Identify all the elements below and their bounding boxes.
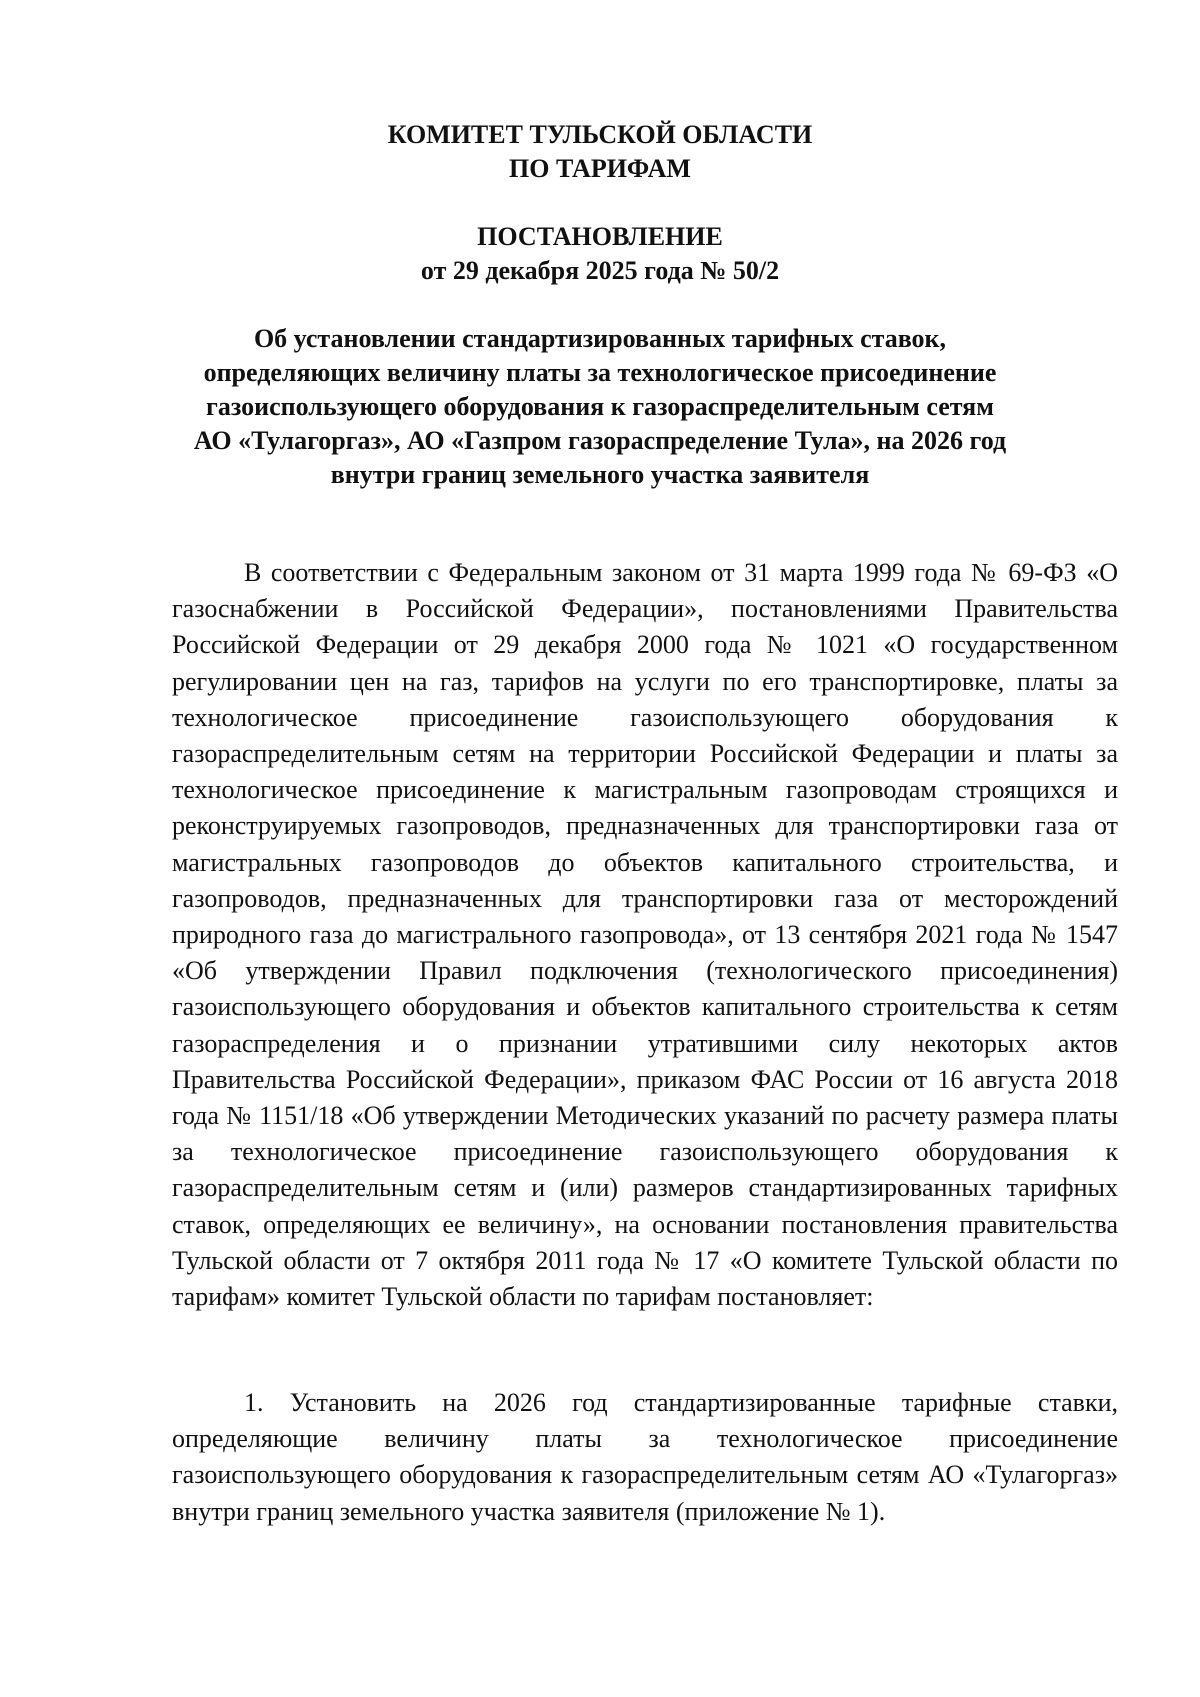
subject-line: газоиспользующего оборудования к газораспределительным сетям: [206, 392, 994, 421]
subject-line: определяющих величину платы за технологическое присоединение: [203, 358, 997, 387]
decree-heading: [0, 220, 1200, 288]
document-date-number: от 29 декабря 2025 года № 50/2: [420, 256, 780, 285]
subject-line: АО «Тулагоргаз», АО «Газпром газораспределение Тула», на 2026 год: [193, 426, 1007, 455]
authority-name-line-2: ПО ТАРИФАМ: [509, 154, 691, 183]
document-subject: [0, 322, 1200, 492]
subject-line: внутри границ земельного участка заявителя: [330, 460, 870, 489]
decision-item-1: 1. Установить на 2026 год стандартизированные тарифные ставки, определяющие величину платы за технологическое присоединение газоиспользующего оборудования к газораспределительным сетям АО «Тулагоргаз» внутри границ земельного участка заявителя (приложение № 1).: [172, 1388, 1118, 1526]
preamble-paragraph: В соответствии с Федеральным законом от 31 марта 1999 года № 69-ФЗ «О газоснабжении в Российской Федерации», постановлениями Правительства Российской Федерации от 29 декабря 2000 года № 1021 «О государственном регулировании цен на газ, тарифов на услуги по его транспортировке, платы за технологическое присоединение газоиспользующего оборудования к газораспределительным сетям на территории Российской Федерации и платы за технологическое присоединение к магистральным газопроводам строящихся и реконструируемых газопроводов, предназначенных для транспортировки газа от магистральных газопроводов до объектов капитального строительства, и газопроводов, предназначенных для транспортировки газа от месторождений природного газа до магистрального газопровода», от 13 сентября 2021 года № 1547 «Об утверждении Правил подключения (технологического присоединения) газоиспользующего оборудования и объектов капитального строительства к сетям газораспределения и о признании утратившими силу некоторых актов Правительства Российской Федерации», приказом ФАС России от 16 августа 2018 года № 1151/18 «Об утверждении Методических указаний по расчету размера платы за технологическое присоединение газоиспользующего оборудования к газораспределительным сетям и (или) размеров стандартизированных тарифных ставок, определяющих ее величину», на основании постановления правительства Тульской области от 7 октября 2011 года № 17 «О комитете Тульской области по тарифам» комитет Тульской области по тарифам постановляет:: [172, 558, 1118, 1312]
issuing-authority: [0, 118, 1200, 186]
subject-line: Об установлении стандартизированных тарифных ставок,: [253, 324, 947, 353]
authority-name-line-1: КОМИТЕТ ТУЛЬСКОЙ ОБЛАСТИ: [387, 120, 813, 149]
document-type: ПОСТАНОВЛЕНИЕ: [477, 222, 723, 251]
